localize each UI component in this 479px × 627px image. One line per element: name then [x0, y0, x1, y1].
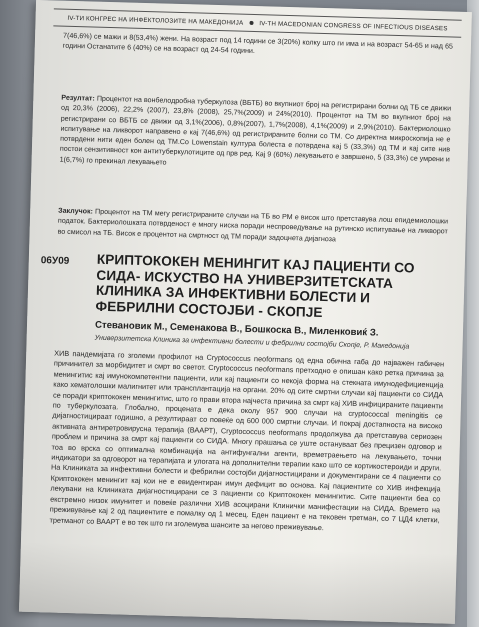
header-separator — [249, 21, 253, 25]
header-left: IV-ТИ КОНГРЕС НА ИНФЕКТОЛОЗИТЕ НА МАКЕДОНИЈА — [67, 14, 244, 27]
intro-paragraph: 7(46,6%) се мажи и 8(53,4%) жени. На возраст под 14 години се 3(20%) колку што ги има и на возраст 54-65 и над 65 години Останатите 6 (40%) се на возраст од 24-54 години. — [62, 31, 454, 56]
conclusion-text: Процентот на ТМ мегу регистрираните случаи на ТБ во РМ е висок што претставува лош епидемиолошки податок. Бактериолошката потврденост е многу ниска поради неспроведување на рутинско испитување на ликворот во смисол на ТБ. Висок е процентот на смртност од ТМ поради задоцнета дијагноза — [57, 207, 449, 243]
abstract-affiliation: Универзитетска Клиника за инфективни болести и фебрилни состојби Скопје, Р. Македонија — [94, 334, 410, 351]
abstract-authors: Стевановик М., Семенакова В., Бошкоска В., Миленковиќ З. — [94, 319, 379, 339]
abstract-id: 06У09 — [40, 255, 70, 267]
conclusion-paragraph — [57, 206, 448, 248]
page-shadow — [19, 542, 457, 624]
result-text: Процентот на вонбелодробна туберкулоза (ВБТБ) во вкупниот број на регистрирани болни од ТБ се движи од 20,3% (2006), 22,2% (2007), 23,8% (2008), 25,7%(2009) и 24%(2010). Процентот на ТМ во вкупниот број на регистрирани со ВБТБ се движи од 3,1%(2006), 0,8%(2007), 1,7%(2008), 4,1%(2009) и 2,9%(2010). Бактериолошко испитување на ликворот направено е кај 7(46,6%) од регистрираните болни со ТМ. Со директна микроскопија не е потврдени нити еден болен од ТМ.Со Lowenstain култура болеста е потврдена кај 5 (33,3%) од ТМ и кај сите нив постои сензитивност кон антитуберкулотиците од прв ред. Кај 9 (60%) лекувањето е завршено, 5 (33,3%) се умрени и 1(6,7%) го прекинал лекувањето — [59, 94, 452, 167]
document-page — [19, 0, 472, 624]
result-label: Резултат: — [61, 93, 95, 103]
abstract-title: КРИПТОКОКЕН МЕНИНГИТ КАЈ ПАЦИЕНТИ СО СИДА- ИСКУСТВО НА УНИВЕРЗИТЕТСКАТА КЛИНИКА ЗА ИНФЕКТИВНИ БОЛЕСТИ И ФЕБРИЛНИ СОСТОЈБИ - СКОПЈЕ — [95, 251, 415, 320]
conclusion-label: Заклучок: — [58, 206, 94, 216]
header-right: IV-TH MACEDONIAN CONGRESS OF INFECTIOUS DISEASES — [259, 19, 448, 32]
abstract-body: ХИВ пандемијата го зголеми профилот на Cryptococcus neoformans од една обична габа до најважен габичен причинител за морбидитет и смрт во светот. Cryptococcus neoformans претходно е опишан како ретка причина за менингитис кај имунокомпетентни пациенти, или кај пациенти со некоја форма на стекната имунодефициенција како хематолошки малигнитет или трансплантација на органи. 20% од сите смртни случаи кај пациенти со СИДА се поради криптококен менингитис, што го прави втора најчеста причина за смрт кај ХИВ инфицираните пациенти по туберкулозата. Глобално, процената е дека околу 957 900 случаи на cryptococcal meningitis се дијагностицираат годишно, а резултираат со повеќе од 600 000 смртни случаи. И покрај достапноста на високо активната антиретровирусна терапија (ВААРТ), Cryptococcus neoformans продолжува да претставува сериозен проблем и причина за смрт кај пациенти со СИДА. Многу прашања се уште остануваат без прецизен одговор и тоа во врска со оптимална комбинација на антифунгални агенти, времетраењето на лекувањето, точни индикатори за одговорот на терапијата и улогата на дополнителни терапии како што се кортикостероиди и други. На Клиниката за инфективни болести и фебрилни состојби дијагностицирани и документирани се 4 пациенти со Криптококен менингит кај кои не е евидентиран имун дефицит во основа. Кај пациентите со ХИВ инфекција лекувани на Клиниката дијагностицирани се 3 пациенти со Криптококен менингитис. Сите пациенти беа со екстремно низок имунитет и повеќе различни ХИВ асоцирани Клинички манифестации на СИДА. Времето на преживување кај 2 од пациентите е помалку од 1 месец. Еден пациент е на тековен третман, со 7 ЦД4 клетки, третманот со ВААРТ е во тек што ги зголемува шансите за негово преживување. — [49, 348, 445, 532]
result-paragraph — [59, 93, 451, 176]
